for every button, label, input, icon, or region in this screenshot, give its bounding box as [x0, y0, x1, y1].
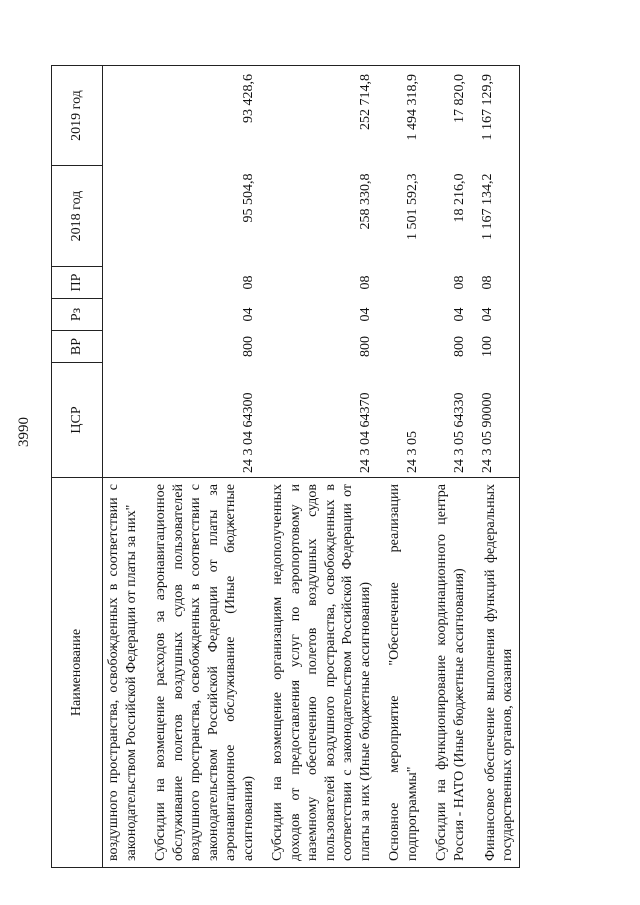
rotated-page: [51, 66, 592, 868]
row-pr: 08: [451, 275, 467, 290]
row-vr: [382, 331, 429, 363]
row-name: воздушного пространства, освобожденных в соответствии с законодательством Российской Федерации от платы за них": [103, 478, 149, 868]
row-csr: 24 3 05: [404, 431, 420, 473]
row-csr: [103, 363, 149, 478]
table-row: [382, 66, 429, 868]
page-number: 3990: [16, 417, 32, 447]
row-vr: [103, 331, 149, 363]
row-rz: 04: [357, 307, 373, 322]
row-csr: 24 3 05 64330: [451, 392, 467, 473]
row-rz: 04: [451, 307, 467, 322]
row-2018: 95 504,8: [240, 173, 256, 223]
row-rz: [103, 299, 149, 331]
row-vr: 800: [357, 336, 373, 357]
row-vr: 100: [476, 331, 519, 363]
row-2019: 1 494 318,9: [382, 66, 429, 166]
row-rz: 04: [476, 299, 519, 331]
header-csr: ЦСР: [52, 363, 103, 478]
header-name: Наименование: [52, 478, 103, 868]
row-name: Финансовое обеспечение выполнения функций федеральных государственных органов, оказания: [476, 478, 519, 868]
row-pr: 08: [357, 275, 373, 290]
row-rz: 04: [240, 307, 256, 322]
row-2019: [103, 66, 149, 166]
row-vr: 800: [240, 336, 256, 357]
table-row: [103, 66, 149, 868]
row-2019: 252 714,8: [265, 66, 382, 166]
header-2018: 2018 год: [52, 166, 103, 267]
row-2018: [103, 166, 149, 267]
row-2018: 18 216,0: [451, 173, 467, 223]
header-2019: 2019 год: [52, 66, 103, 166]
row-pr: 08: [240, 275, 256, 290]
row-vr: 800: [451, 336, 467, 357]
table-row: [148, 66, 265, 868]
row-csr: 24 3 04 64370: [357, 392, 373, 473]
header-rz: Рз: [52, 299, 103, 331]
row-pr: [103, 267, 149, 299]
table-row: [429, 66, 476, 868]
header-row: [52, 66, 103, 868]
table-row: [265, 66, 382, 868]
row-2019: 1 167 129,9: [476, 66, 519, 166]
row-2018: 1 501 592,3: [404, 173, 420, 240]
row-pr: [382, 267, 429, 299]
row-pr: 08: [476, 267, 519, 299]
budget-table: [51, 65, 520, 868]
row-name: Основное мероприятие "Обеспечение реализации подпрограммы": [382, 478, 429, 868]
row-csr: 24 3 05 90000: [476, 363, 519, 478]
row-2019: 93 428,6: [148, 66, 265, 166]
row-name: Субсидии на возмещение организациям недополученных доходов от предоставления услуг по аэропортовому и наземному обеспечению полетов воздушных судов пользователей воздушного пространства, освобожденных в соответствии с законодательством Российской Федерации от платы за них (Иные бюджетные ассигнования): [265, 478, 382, 868]
row-2018: 1 167 134,2: [476, 166, 519, 267]
row-2018: 258 330,8: [357, 173, 373, 230]
row-name: Субсидии на возмещение расходов за аэронавигационное обслуживание полетов воздушных судов пользователей воздушного пространства, освобожденных в соответствии с законодательством Российской Федерации от платы за аэронавигационное обслуживание (Иные бюджетные ассигнования): [148, 478, 265, 868]
row-rz: [382, 299, 429, 331]
row-2019: 17 820,0: [429, 66, 476, 166]
row-name: Субсидии на функционирование координационного центра Россия - НАТО (Иные бюджетные ассигнования): [429, 478, 476, 868]
row-csr: 24 3 04 64300: [240, 392, 256, 473]
table-row: [476, 66, 519, 868]
header-vr: ВР: [52, 331, 103, 363]
header-pr: ПР: [52, 267, 103, 299]
